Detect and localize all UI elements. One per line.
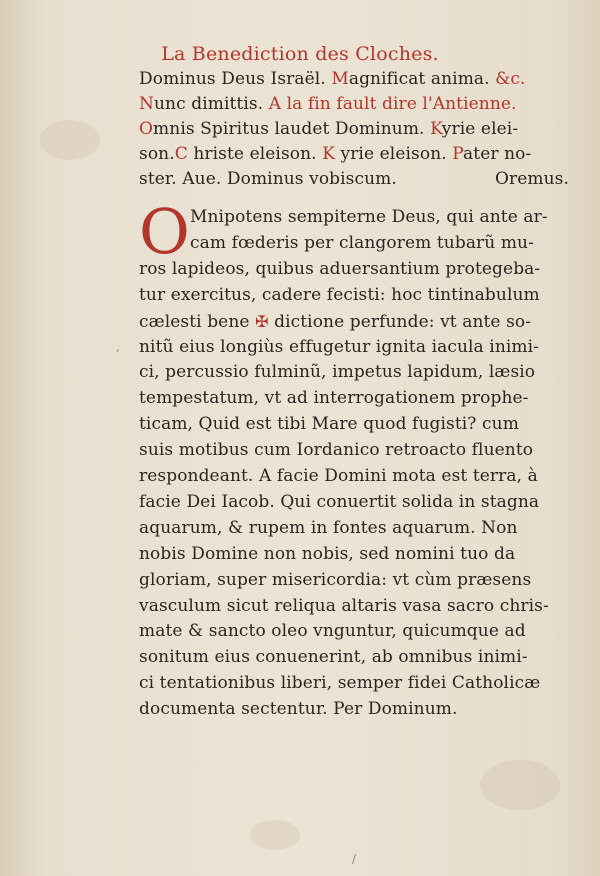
- body-text: ater no-: [463, 144, 532, 164]
- running-header: La Benediction des Cloches.: [161, 43, 439, 65]
- prayer-line: documenta sectentur. Per Dominum.: [139, 699, 458, 720]
- body-text: yrie elei-: [441, 119, 519, 139]
- prayer-line: suis motibus cum Iordanico retroacto fluento: [139, 440, 534, 461]
- rubric-line: [139, 167, 569, 192]
- rubric-red-text: C: [174, 144, 188, 164]
- rubric-line: [139, 67, 569, 92]
- paper-stain: [480, 760, 560, 810]
- prayer-line: tempestatum, vt ad interrogationem prophe-: [139, 388, 529, 409]
- prayer-line: Mnipotens sempiterne Deus, qui ante ar-: [190, 207, 548, 227]
- prayer-line: cælesti bene ✠ dictione perfunde: vt ante so-: [139, 311, 532, 332]
- drop-capital: O: [139, 195, 190, 268]
- body-text: ster. Aue. Dominus vobiscum.: [139, 169, 397, 189]
- cross-icon: ✠: [255, 311, 269, 331]
- prayer-line: nobis Domine non nobis, sed nomini tuo da: [139, 543, 516, 564]
- prayer-line: facie Dei Iacob. Qui conuertit solida in stagna: [139, 491, 540, 512]
- body-text: mnis Spiritus laudet Dominum.: [153, 119, 431, 139]
- margin-mark: ,: [116, 340, 120, 354]
- prayer-line: respondeant. A facie Domini mota est terra, à: [139, 466, 538, 486]
- prayer-line: vasculum sicut reliqua altaris vasa sacro chris-: [139, 595, 549, 616]
- body-text: unc dimittis.: [153, 94, 269, 114]
- rubric-red-text: P: [452, 144, 464, 164]
- rubric-red-text: M: [331, 69, 349, 89]
- body-text: hriste eleison.: [187, 144, 323, 164]
- prayer-line: nitũ eius longiùs effugetur ignita iacula inimi-: [139, 336, 540, 357]
- rubric-red-text: A la fin fault dire l'Antienne.: [268, 94, 517, 114]
- body-text: agnificat anima.: [348, 69, 496, 89]
- prayer-line: ros lapideos, quibus aduersantium protegeba-: [139, 258, 541, 279]
- rubric-red-text: N: [139, 94, 154, 114]
- prayer-line: gloriam, super misericordia: vt cùm præsens: [139, 569, 532, 590]
- rubric-red-text: &c.: [495, 69, 526, 89]
- rubric-line: [139, 117, 569, 142]
- body-text: Oremus.: [494, 169, 569, 189]
- prayer-line: ci tentationibus liberi, semper fidei Catholicæ: [139, 673, 541, 694]
- rubric-line: [139, 142, 569, 167]
- rubric-red-text: K: [322, 144, 335, 164]
- rubric-line: [139, 92, 569, 117]
- rubric-red-text: K: [430, 119, 442, 139]
- body-text: Dominus Deus Israël.: [139, 69, 332, 89]
- rubric-red-text: O: [139, 119, 154, 139]
- prayer-line: ticam, Quid est tibi Mare quod fugisti? cum: [139, 414, 519, 435]
- body-text: yrie eleison.: [335, 144, 453, 164]
- paper-stain: [40, 120, 100, 160]
- body-text: son.: [139, 144, 175, 164]
- prayer-line: cam fœderis per clangorem tubarũ mu-: [190, 232, 534, 253]
- prayer-line: tur exercitus, cadere fecisti: hoc tintinabulum: [139, 284, 540, 305]
- paper-stain: [250, 820, 300, 850]
- signature-mark: /: [352, 852, 357, 866]
- prayer-line: ci, percussio fulminũ, impetus lapidum, læsio: [139, 362, 536, 383]
- prayer-line: sonitum eius conuenerint, ab omnibus inimi-: [139, 647, 528, 668]
- prayer-line: mate & sancto oleo vnguntur, quicumque ad: [139, 621, 526, 642]
- prayer-line: aquarum, & rupem in fontes aquarum. Non: [139, 517, 518, 538]
